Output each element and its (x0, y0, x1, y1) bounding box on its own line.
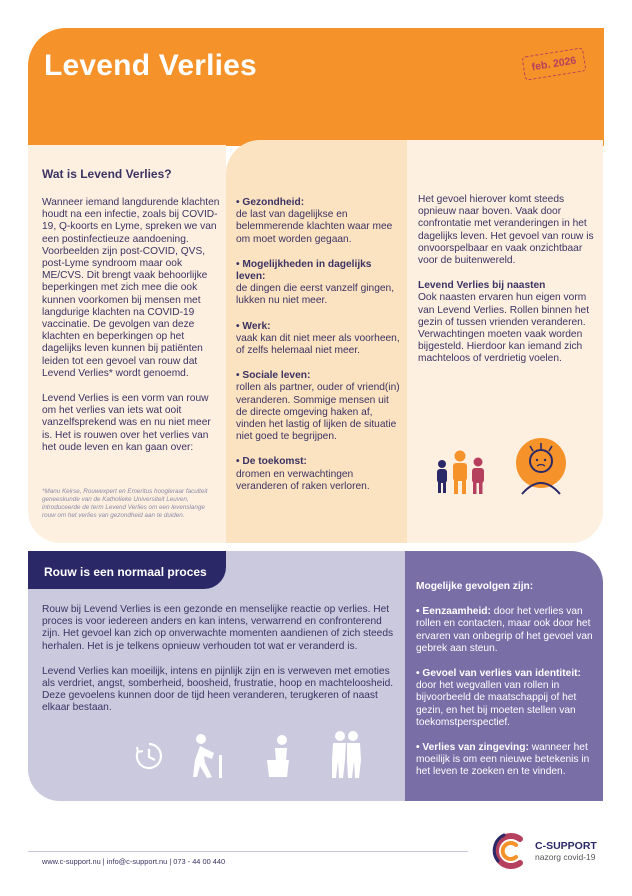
date-badge: feb. 2026 (522, 47, 587, 80)
right-text (418, 194, 596, 366)
intro-text (42, 197, 222, 454)
rouw-paragraph-2: Levend Verlies kan moeilijk, intens en pijnlijk zijn en is verweven met emoties als verdriet, angst, somberheid, boosheid, frustratie, hoop en machteloosheid. Deze gevoelens kunnen door de tijd heen veranderen, terugkeren of naast elkaar bestaan. (42, 665, 394, 714)
area-text: dromen en verwachtingen veranderen of raken verloren. (236, 468, 370, 492)
sad-face-icon (510, 434, 572, 496)
area-text: vaak kan dit niet meer als voorheen, of zelfs helemaal niet meer. (236, 332, 400, 357)
rouw-tab (28, 551, 226, 589)
area-title: De toekomst: (242, 456, 307, 468)
bullet-icon: • (236, 320, 243, 332)
rouw-paragraph-1: Rouw bij Levend Verlies is een gezonde en menselijke reactie op verlies. Het proces is voor iedereen anders en kan intens, verwarrend en confronterend zijn. Het gevoel kan zich op onverwachte momenten aandienen of zich steeds herhalen. Het is je telkens opnieuw verhouden tot wat er veranderd is. (42, 604, 394, 652)
bullet-icon: • (236, 456, 243, 468)
area-item (236, 197, 402, 246)
rouw-heading: Rouw is een normaal proces (44, 565, 207, 579)
bullet-icon: • (416, 606, 423, 618)
tired-person-icon (192, 733, 226, 779)
page-title: Levend Verlies (44, 49, 257, 82)
bullet-icon: • (236, 370, 243, 382)
footer-divider (28, 851, 468, 852)
intro-paragraph-1: Wanneer iemand langdurende klachten houdt na een infectie, zoals bij COVID-19, Q-koorts en Lyme, spreken we van een postinfectieuze aandoening. Voorbeelden zijn post-COVID, QVS, post-Lyme syndroom maar ook ME/CVS. Dit brengt vaak behoorlijke beperkingen met zich mee die ook kunnen voorkomen bij mensen met langdurige klachten na COVID-19 vaccinatie. De gevolgen van deze klachten en beperkingen op het dagelijks leven kunnen bij patiënten leiden tot een gevoel van rouw dat Levend Verlies* wordt genoemd. (42, 197, 220, 379)
bullet-icon: • (416, 742, 423, 754)
gevolgen-text: door het verlies van rollen en contacten, maar ook door het ervaren van onbegrip of het gevoel van gebrek aan steun. (416, 606, 593, 654)
people-group-icon (432, 438, 492, 496)
gevolgen-title: Eenzaamheid: (422, 606, 491, 618)
area-item (236, 321, 402, 358)
area-text: de last van dagelijkse en belemmerende klachten waar mee om moet worden gegaan. (236, 209, 393, 245)
area-item (236, 370, 402, 443)
bullet-icon: • (236, 258, 243, 270)
area-item (236, 456, 402, 493)
area-item (236, 259, 402, 308)
footer-contact[interactable]: www.c-support.nu | info@c-support.nu | 073 - 44 00 440 (42, 857, 226, 866)
area-title: Werk: (242, 320, 271, 332)
c-support-logo-icon (490, 831, 530, 871)
rouw-text (42, 604, 396, 715)
area-title: Mogelijkheden in dagelijks leven: (236, 258, 372, 283)
footnote: *Manu Keirse, Rouwexpert en Emeritus hoogleraar faculteit geneeskunde van de Katholieke Universiteit Leuven, introduceerde de term Levend Verlies om een levenslange rouw om het verlies van gezondheid aan te duiden. (42, 488, 208, 519)
gevolgen-item (416, 742, 596, 779)
intro-paragraph-2: Levend Verlies is een vorm van rouw om het verlies van iets wat ooit vanzelfsprekend was en nu niet meer is. Het is rouwen over het verlies van het oude leven en kan gaan over: (42, 393, 211, 453)
gevolgen-item (416, 606, 596, 655)
area-text: de dingen die eerst vanzelf gingen, lukken nu niet meer. (236, 283, 395, 307)
gevolgen-title: Gevoel van verlies van identiteit: (422, 668, 581, 680)
area-title: Gezondheid: (242, 197, 305, 208)
logo-subtitle: nazorg covid-19 (535, 852, 596, 862)
header-banner (28, 28, 604, 146)
intro-heading: Wat is Levend Verlies? (42, 167, 172, 181)
gevolgen-text: wanneer het moeilijk is om een nieuwe betekenis in het leven te zoeken en te vinden. (416, 742, 590, 778)
clock-icon (134, 741, 164, 771)
gevolgen-list (416, 581, 596, 792)
right-paragraph-1: Het gevoel hierover komt steeds opnieuw naar boven. Vaak door confrontatie met veranderingen in het dagelijks leven. Het gevoel van rouw is onvoorspelbaar en vaak onzichtbaar voor de buitenwereld. (418, 194, 594, 267)
logo-name: C-SUPPORT (535, 840, 597, 852)
gevolgen-text: door het wegvallen van rollen in bijvoorbeeld de maatschappij of het gezin, en het bij moeten stellen van toekomstperspectief. (416, 680, 577, 728)
support-people-icon (328, 730, 364, 780)
naasten-heading: Levend Verlies bij naasten (418, 280, 546, 292)
sitting-person-icon (262, 734, 294, 778)
gevolgen-title: Verlies van zingeving: (422, 742, 529, 754)
gevolgen-heading: Mogelijke gevolgen zijn: (416, 581, 534, 592)
gevolgen-item (416, 668, 596, 729)
right-paragraph-2: Ook naasten ervaren hun eigen vorm van Levend Verlies. Rollen binnen het gezin of tussen vrienden veranderen. Verwachtingen moeten vaak worden bijgesteld. Hierdoor kan iemand zich machteloos of verdrietig voelen. (418, 292, 590, 365)
bullet-icon: • (416, 668, 423, 680)
areas-list (236, 197, 402, 506)
area-title: Sociale leven: (242, 370, 311, 382)
area-text: rollen als partner, ouder of vriend(in) veranderen. Sommige mensen uit de directe omgeving haken af, vinden het lastig of lijken de situatie niet goed te begrijpen. (236, 382, 400, 443)
bullet-icon: • (236, 197, 243, 208)
